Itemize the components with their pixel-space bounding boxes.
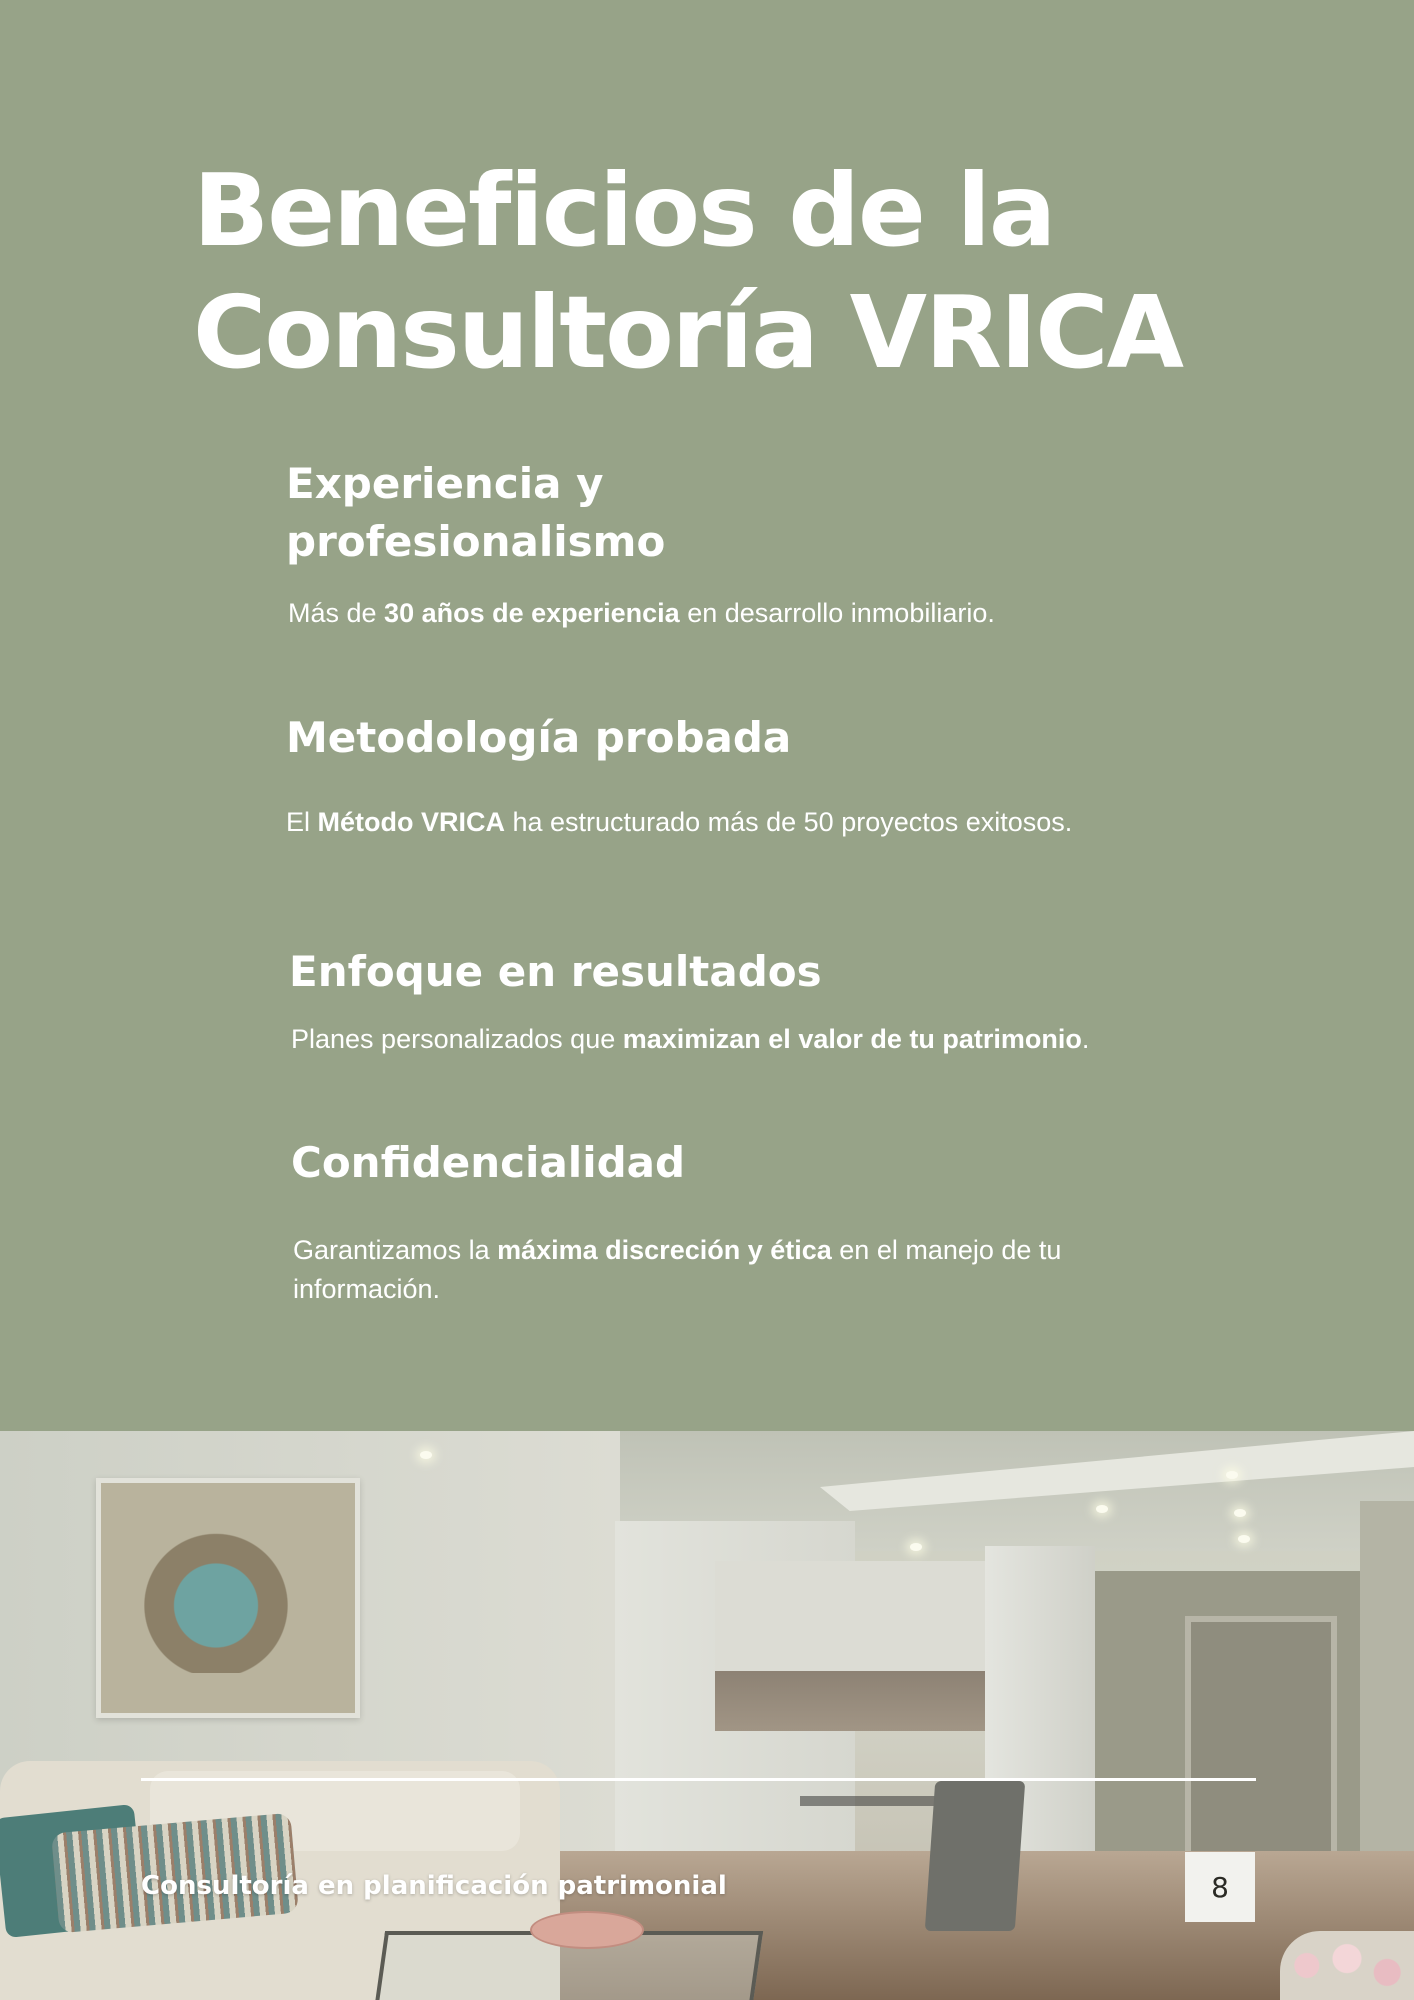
page-title-line-2: Consultoría VRICA xyxy=(193,274,1183,391)
photo-pink-tray xyxy=(530,1911,644,1949)
photo-upper-cabinets xyxy=(715,1561,985,1671)
text-emphasis: maximizan el valor de tu patrimonio xyxy=(622,1024,1082,1054)
photo-ceiling-light xyxy=(1234,1509,1246,1517)
text-run: en desarrollo inmobiliario. xyxy=(679,598,995,628)
section-text-confidentiality xyxy=(293,1231,1153,1309)
text-run: El xyxy=(286,807,318,837)
photo-wall-painting xyxy=(96,1478,360,1718)
text-emphasis: Método VRICA xyxy=(317,807,505,837)
photo-ceiling-light xyxy=(910,1543,922,1551)
text-run: Garantizamos la xyxy=(293,1235,498,1265)
section-title-experience xyxy=(286,455,665,571)
photo-ceiling-light xyxy=(420,1451,432,1459)
text-run: Más de xyxy=(288,598,385,628)
section-text-experience xyxy=(288,594,1188,633)
text-emphasis: máxima discreción y ética xyxy=(497,1235,832,1265)
text-run: . xyxy=(1081,1024,1090,1054)
section-text-results xyxy=(291,1020,1125,1059)
photo-kitchen-backsplash xyxy=(715,1671,990,1731)
section-title-confidentiality: Confidencialidad xyxy=(291,1138,686,1187)
text-run: Planes personalizados que xyxy=(291,1024,623,1054)
photo-ceiling-light xyxy=(1238,1535,1250,1543)
text-run: ha estructurado más de 50 proyectos exitosos. xyxy=(505,807,1073,837)
section-title-results: Enfoque en resultados xyxy=(289,947,822,996)
section-title-experience-line-2: profesionalismo xyxy=(286,517,666,566)
text-run: en el manejo de tu información. xyxy=(293,1235,1062,1304)
text-emphasis: 30 años de experiencia xyxy=(384,598,680,628)
footer-divider xyxy=(141,1778,1256,1781)
page-title-line-1: Beneficios de la xyxy=(193,152,1055,269)
photo-ceiling-light xyxy=(1096,1505,1108,1513)
page-title xyxy=(193,150,1193,394)
page-number: 8 xyxy=(1185,1852,1255,1922)
footer-text: Consultoría en planificación patrimonial xyxy=(141,1871,727,1901)
section-text-methodology xyxy=(286,803,1206,842)
photo-dining-chair xyxy=(925,1781,1025,1931)
section-title-methodology: Metodología probada xyxy=(286,713,792,762)
section-title-experience-line-1: Experiencia y xyxy=(286,459,604,508)
photo-flowers xyxy=(1280,1931,1414,2000)
photo-ceiling-light xyxy=(1226,1471,1238,1479)
